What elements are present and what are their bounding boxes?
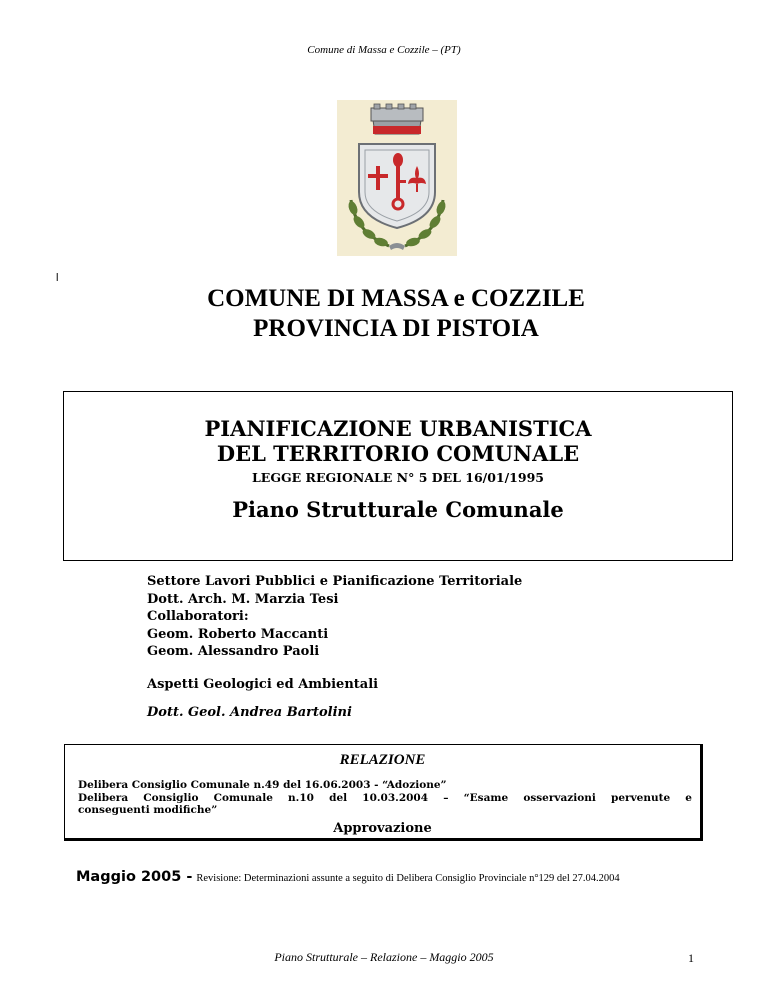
municipality-title: COMUNE DI MASSA e COZZILE [207, 285, 585, 312]
approval-label: Approvazione [333, 821, 432, 836]
collaborator-1: Geom. Roberto Maccanti [147, 626, 329, 642]
geologist-name: Dott. Geol. Andrea Bartolini [147, 705, 352, 720]
staff-block [147, 573, 522, 661]
delibera-adoption: Delibera Consiglio Comunale n.49 del 16.06.2003 - “Adozione” [78, 779, 447, 791]
page-footer: Piano Strutturale – Relazione – Maggio 2005 [274, 950, 494, 964]
sector-name: Settore Lavori Pubblici e Pianificazione Territoriale [147, 574, 523, 589]
plan-name: Piano Strutturale Comunale [232, 497, 564, 522]
report-title: RELAZIONE [339, 752, 426, 768]
province-title: PROVINCIA DI PISTOIA [253, 315, 539, 342]
stray-mark: l [56, 272, 59, 284]
delibera-observations-cont: conseguenti modifiche” [78, 804, 218, 816]
law-reference: LEGGE REGIONALE N° 5 DEL 16/01/1995 [252, 470, 544, 485]
coat-of-arms-icon [337, 100, 457, 256]
date-line [76, 868, 620, 886]
page-header: Comune di Massa e Cozzile – (PT) [307, 44, 461, 56]
collaborator-2: Geom. Alessandro Paoli [147, 644, 320, 659]
plan-box [63, 391, 733, 561]
delibera-observations: Delibera Consiglio Comunale n.10 del 10.03.2004 – “Esame osservazioni pervenute e [78, 791, 692, 804]
page-number: 1 [688, 951, 694, 965]
plan-heading-line1: PIANIFICAZIONE URBANISTICA [204, 416, 592, 441]
sector-head: Dott. Arch. M. Marzia Tesi [147, 591, 339, 607]
revision-note: Revisione: Determinazioni assunte a seguito di Delibera Consiglio Provinciale n°129 del 27.04.2004 [196, 873, 620, 884]
report-box [64, 744, 703, 841]
collaborators-label: Collaboratori: [147, 609, 249, 624]
issue-date: Maggio 2005 - [76, 869, 193, 885]
plan-heading-line2: DEL TERRITORIO COMUNALE [216, 441, 580, 466]
geology-label: Aspetti Geologici ed Ambientali [147, 677, 379, 692]
